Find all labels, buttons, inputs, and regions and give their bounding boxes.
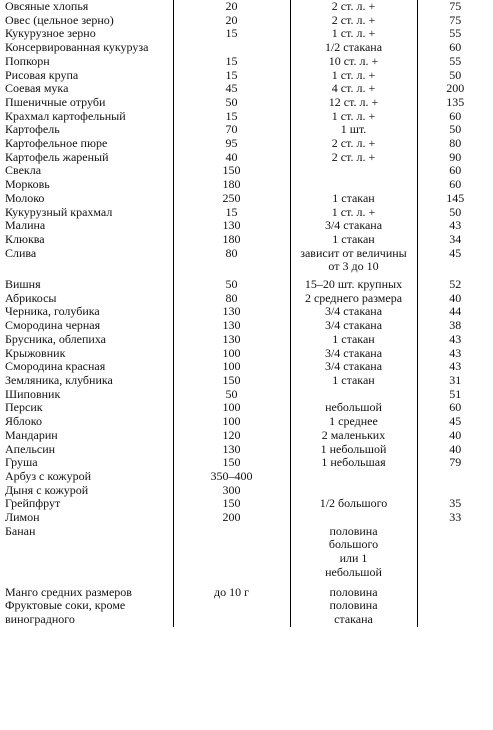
table-row	[0, 401, 493, 415]
measure-cell: 3/4 стакана	[290, 347, 417, 361]
table-row	[0, 123, 493, 137]
food-name-cell: Смородина черная	[5, 318, 101, 333]
table-row	[0, 151, 493, 165]
value-cell: 79	[417, 456, 493, 470]
grams-cell: 150	[173, 374, 290, 388]
table-row	[0, 360, 493, 374]
food-name-cell: Абрикосы	[5, 290, 57, 305]
value-cell: 50	[417, 206, 493, 220]
measure-cell: 2 среднего размера	[290, 292, 417, 306]
value-cell: 52	[417, 274, 493, 292]
value-cell: 50	[417, 69, 493, 83]
table-row	[0, 41, 493, 55]
measure-cell: 1 стакан	[290, 374, 417, 388]
measure-cell: 1 стакан	[290, 192, 417, 206]
value-cell: 60	[417, 41, 493, 55]
table-row	[0, 14, 493, 28]
value-cell: 60	[417, 401, 493, 415]
grams-cell: 130	[173, 305, 290, 319]
grams-cell	[173, 41, 290, 55]
grams-cell: 120	[173, 429, 290, 443]
grams-cell: 40	[173, 151, 290, 165]
measure-cell: 3/4 стакана	[290, 360, 417, 374]
value-cell: 40	[417, 429, 493, 443]
food-name-cell: Овсяные хлопья	[5, 0, 89, 13]
food-name-cell: Картофель	[5, 122, 60, 137]
grams-cell: 100	[173, 415, 290, 429]
food-name-cell: Грейпфрут	[5, 496, 61, 511]
food-name-cell: Шиповник	[5, 386, 61, 401]
grams-cell	[173, 599, 290, 626]
food-name-cell: Попкорн	[5, 53, 50, 68]
food-name-cell: Персик	[5, 400, 43, 415]
measure-cell: 1 стакан	[290, 333, 417, 347]
measure-cell: зависит от величины от 3 до 10	[290, 247, 417, 274]
table-row	[0, 0, 493, 14]
value-cell	[417, 484, 493, 498]
grams-cell: 15	[173, 55, 290, 69]
table-row	[0, 525, 493, 580]
measure-cell: 3/4 стакана	[290, 305, 417, 319]
table-row	[0, 456, 493, 470]
value-cell	[417, 580, 493, 600]
table-row	[0, 96, 493, 110]
grams-cell: 130	[173, 443, 290, 457]
measure-cell: 1 небольшой	[290, 443, 417, 457]
grams-cell: 250	[173, 192, 290, 206]
grams-cell: 100	[173, 401, 290, 415]
measure-cell: 2 ст. л. +	[290, 14, 417, 28]
food-name-cell: Крыжовник	[5, 345, 66, 360]
measure-cell: небольшой	[290, 401, 417, 415]
value-cell: 40	[417, 292, 493, 306]
value-cell: 60	[417, 110, 493, 124]
measure-cell: половина большого или 1 небольшой	[290, 525, 417, 580]
food-name-cell: Брусника, облепиха	[5, 331, 107, 346]
food-name-cell: Рисовая крупа	[5, 67, 79, 82]
value-cell: 43	[417, 219, 493, 233]
table-row	[0, 415, 493, 429]
measure-cell	[290, 388, 417, 402]
table-row	[0, 347, 493, 361]
measure-cell: 4 ст. л. +	[290, 82, 417, 96]
measure-cell	[290, 164, 417, 178]
measure-cell: 2 ст. л. +	[290, 137, 417, 151]
food-name-cell: Консервированная кукуруза	[5, 40, 149, 55]
grams-cell: 200	[173, 511, 290, 525]
grams-cell: 70	[173, 123, 290, 137]
food-name-cell: Фруктовые соки, кроме виноградного	[5, 598, 126, 626]
value-cell: 43	[417, 360, 493, 374]
measure-cell: 2 ст. л. +	[290, 0, 417, 14]
food-name-cell: Слива	[5, 245, 37, 260]
measure-cell: 1 ст. л. +	[290, 69, 417, 83]
value-cell: 200	[417, 82, 493, 96]
food-name-cell: Картофельное пюре	[5, 136, 108, 151]
measure-cell	[290, 511, 417, 525]
value-cell: 51	[417, 388, 493, 402]
grams-cell: 100	[173, 347, 290, 361]
table-row	[0, 429, 493, 443]
measure-cell: 10 ст. л. +	[290, 55, 417, 69]
table-row	[0, 599, 493, 626]
grams-cell: 180	[173, 178, 290, 192]
food-name-cell: Свекла	[5, 163, 42, 178]
grams-cell: 130	[173, 333, 290, 347]
grams-cell: 15	[173, 110, 290, 124]
grams-cell: 150	[173, 456, 290, 470]
grams-cell: 45	[173, 82, 290, 96]
table-row	[0, 497, 493, 511]
food-name-cell: Овес (цельное зерно)	[5, 12, 114, 27]
table-row	[0, 27, 493, 41]
value-cell: 38	[417, 319, 493, 333]
measure-cell: 2 ст. л. +	[290, 151, 417, 165]
grams-cell: 50	[173, 274, 290, 292]
food-name-cell: Соевая мука	[5, 81, 69, 96]
grams-cell: 20	[173, 0, 290, 14]
table-row	[0, 305, 493, 319]
food-name-cell: Крахмал картофельный	[5, 108, 126, 123]
measure-cell: 1 стакан	[290, 233, 417, 247]
value-cell: 34	[417, 233, 493, 247]
food-name-cell: Клюква	[5, 231, 45, 246]
measure-cell: 3/4 стакана	[290, 219, 417, 233]
value-cell	[417, 525, 493, 580]
table-row	[0, 206, 493, 220]
grams-cell: 150	[173, 497, 290, 511]
grams-cell: 50	[173, 388, 290, 402]
grams-cell: до 10 г	[173, 580, 290, 600]
table-row	[0, 374, 493, 388]
grams-cell: 130	[173, 219, 290, 233]
food-name-cell: Дыня с кожурой	[5, 482, 89, 497]
food-name-cell: Картофель жареный	[5, 149, 109, 164]
grams-cell: 15	[173, 206, 290, 220]
measure-cell	[290, 484, 417, 498]
table-row	[0, 233, 493, 247]
grams-cell: 130	[173, 319, 290, 333]
table-row	[0, 333, 493, 347]
measure-cell: 12 ст. л. +	[290, 96, 417, 110]
measure-cell: 1/2 стакана	[290, 41, 417, 55]
measure-cell: 1 ст. л. +	[290, 27, 417, 41]
food-name-cell: Малина	[5, 218, 46, 233]
table-row	[0, 69, 493, 83]
food-name-cell: Кукурузное зерно	[5, 26, 96, 41]
measure-cell: 1 ст. л. +	[290, 206, 417, 220]
value-cell: 60	[417, 164, 493, 178]
value-cell: 55	[417, 27, 493, 41]
table-row	[0, 55, 493, 69]
food-name-cell: Кукурузный крахмал	[5, 204, 113, 219]
measure-cell: половина стакана	[290, 599, 417, 626]
value-cell: 44	[417, 305, 493, 319]
value-cell: 40	[417, 443, 493, 457]
value-cell: 43	[417, 333, 493, 347]
grams-cell: 20	[173, 14, 290, 28]
table-row	[0, 511, 493, 525]
table-row	[0, 484, 493, 498]
measure-cell: 1 шт.	[290, 123, 417, 137]
value-cell: 75	[417, 14, 493, 28]
grams-cell: 95	[173, 137, 290, 151]
value-cell: 43	[417, 347, 493, 361]
grams-cell: 15	[173, 69, 290, 83]
table-row	[0, 580, 493, 600]
table-row	[0, 319, 493, 333]
grams-cell	[173, 525, 290, 580]
measure-cell: 1/2 большого	[290, 497, 417, 511]
food-name-cell: Лимон	[5, 510, 40, 525]
value-cell: 50	[417, 123, 493, 137]
value-cell: 135	[417, 96, 493, 110]
value-cell: 31	[417, 374, 493, 388]
value-cell: 60	[417, 178, 493, 192]
measure-cell: 15–20 шт. крупных	[290, 274, 417, 292]
food-name-cell: Вишня	[5, 277, 41, 292]
food-name-cell: Пшеничные отруби	[5, 94, 106, 109]
grams-cell: 300	[173, 484, 290, 498]
measure-cell	[290, 470, 417, 484]
food-name-cell: Банан	[5, 523, 36, 538]
food-name-cell: Мандарин	[5, 427, 58, 442]
table-row	[0, 82, 493, 96]
food-name-cell: Яблоко	[5, 414, 43, 429]
value-cell: 80	[417, 137, 493, 151]
value-cell: 75	[417, 0, 493, 14]
table-row	[0, 137, 493, 151]
food-name-cell: Морковь	[5, 177, 50, 192]
measure-cell: 2 маленьких	[290, 429, 417, 443]
table-row	[0, 219, 493, 233]
grams-cell: 15	[173, 27, 290, 41]
value-cell: 45	[417, 415, 493, 429]
table-row	[0, 164, 493, 178]
measure-cell: половина	[290, 580, 417, 600]
table-row	[0, 110, 493, 124]
table-row	[0, 178, 493, 192]
food-name-cell: Смородина красная	[5, 359, 106, 374]
value-cell: 55	[417, 55, 493, 69]
grams-cell: 80	[173, 247, 290, 274]
food-name-cell: Земляника, клубника	[5, 372, 113, 387]
table-row	[0, 292, 493, 306]
food-name-cell: Черника, голубика	[5, 304, 100, 319]
grams-cell: 180	[173, 233, 290, 247]
value-cell: 145	[417, 192, 493, 206]
table-row	[0, 192, 493, 206]
measure-cell: 1 среднее	[290, 415, 417, 429]
food-name-cell: Арбуз с кожурой	[5, 468, 92, 483]
grams-cell: 150	[173, 164, 290, 178]
grams-cell: 100	[173, 360, 290, 374]
value-cell	[417, 599, 493, 626]
measure-cell	[290, 178, 417, 192]
table-row	[0, 388, 493, 402]
grams-cell: 50	[173, 96, 290, 110]
measure-cell: 1 ст. л. +	[290, 110, 417, 124]
table-row	[0, 247, 493, 274]
value-cell: 35	[417, 497, 493, 511]
value-cell: 33	[417, 511, 493, 525]
value-cell: 45	[417, 247, 493, 274]
measure-cell: 3/4 стакана	[290, 319, 417, 333]
table-row	[0, 274, 493, 292]
food-name-cell: Манго средних размеров	[5, 584, 132, 599]
grams-cell: 350–400	[173, 470, 290, 484]
grams-cell: 80	[173, 292, 290, 306]
food-name-cell: Апельсин	[5, 441, 56, 456]
food-name-cell: Молоко	[5, 190, 45, 205]
table-row	[0, 443, 493, 457]
value-cell	[417, 470, 493, 484]
value-cell: 90	[417, 151, 493, 165]
food-name-cell: Груша	[5, 455, 38, 470]
table-row	[0, 470, 493, 484]
measure-cell: 1 небольшая	[290, 456, 417, 470]
